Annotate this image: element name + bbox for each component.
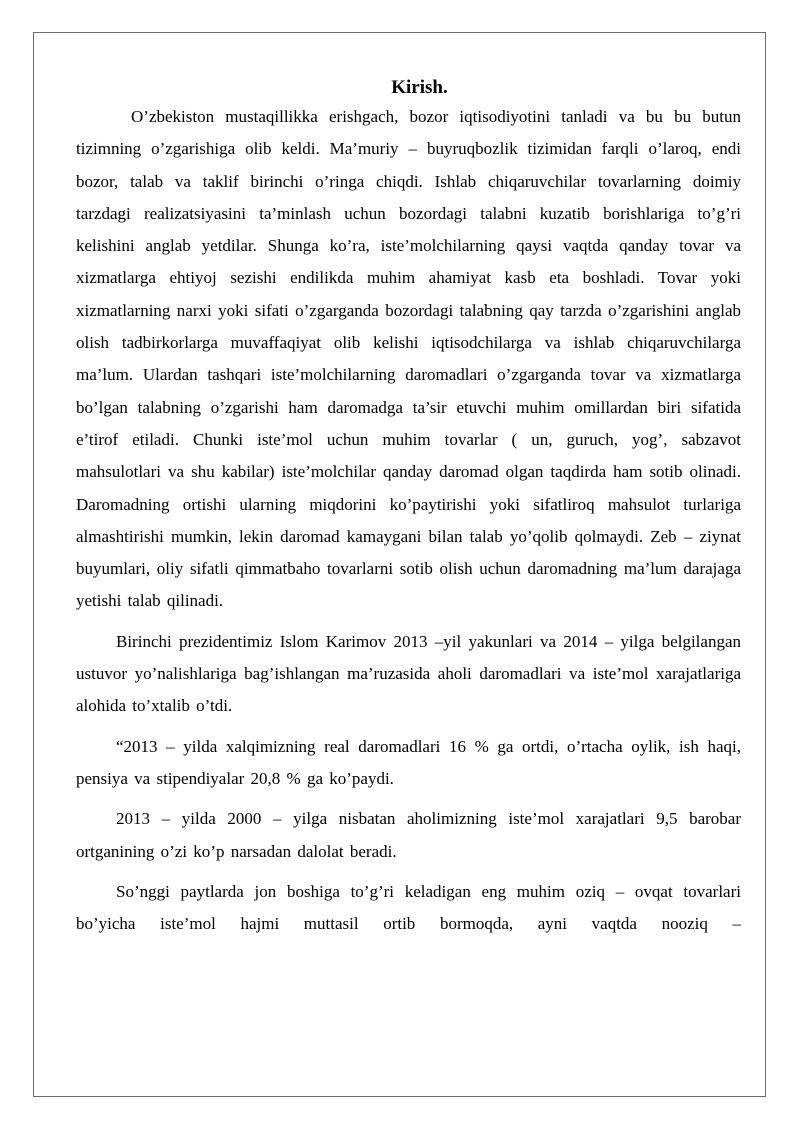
paragraph-income-stats: “2013 – yilda xalqimizning real daromadlari 16 % ga ortdi, o’rtacha oylik, ish haqi, pensiya va stipendiyalar 20,8 % ga ko’paydi. — [76, 736, 741, 788]
paragraph-food-consumption: So’nggi paytlarda jon boshiga to’g’ri keladigan eng muhim oziq – ovqat tovarlari bo’yicha iste’mol hajmi muttasil ortib bormoqda, ayni vaqtda nooziq – — [76, 881, 741, 934]
paragraph-consumption-stats: 2013 – yilda 2000 – yilga nisbatan aholimizning iste’mol xarajatlari 9,5 barobar ortganining o’zi ko’p narsadan dalolat beradi. — [76, 809, 741, 861]
paragraph-president-speech: Birinchi prezidentimiz Islom Karimov 2013 –yil yakunlari va 2014 – yilga belgilangan ustuvor yo’nalishlariga bag’ishlangan ma’ruzasida aholi daromadlari va iste’mol xarajatlariga alohida to’xtalib o’tdi. — [76, 631, 741, 716]
document-title: Kirish. — [391, 77, 448, 98]
document-body — [76, 76, 741, 948]
paragraph-intro: O’zbekiston mustaqillikka erishgach, bozor iqtisodiyotini tanladi va bu bu butun tizimning o’zgarishiga olib keldi. Ma’muriy – buyruqbozlik tizimidan farqli o’laroq, endi bozor, talab va taklif birinchi o’ringa chiqdi. Ishlab chiqaruvchilar tovarlarning doimiy tarzdagi realizatsiyasini ta’minlash uchun bozordagi talabni kuzatib borishlariga to’g’ri kelishini anglab yetdilar. Shunga ko’ra, iste’molchilarning qaysi vaqtda qanday tovar va xizmatlarga ehtiyoj sezishi endilikda muhim ahamiyat kasb eta boshladi. Tovar yoki xizmatlarning narxi yoki sifati o’zgarganda bozordagi talabning qay tarzda o’zgarishini anglab olish tadbirkorlarga muvaffaqiyat olib kelishi iqtisodchilarga va ishlab chiqaruvchilarga ma’lum. Ulardan tashqari iste’molchilarning daromadlari o’zgarganda tovar va xizmatlarga bo’lgan talabning o’zgarishi ham daromadga ta’sir etuvchi muhim omillardan biri sifatida e’tirof etiladi. Chunki iste’mol uchun muhim tovarlar ( un, guruch, yog’, sabzavot mahsulotlari va shu kabilar) iste’molchilar qanday daromad olgan taqdirda ham sotib olinadi. Daromadning ortishi ularning miqdorini ko’paytirishi yoki sifatliroq mahsulot turlariga almashtirishi mumkin, lekin daromad kamaygani bilan talab yo’qolib qolmaydi. Zeb – ziynat buyumlari, oliy sifatli qimmatbaho tovarlarni sotib olish uchun daromadning ma’lum darajaga yetishi talab qilinadi. — [76, 107, 741, 611]
